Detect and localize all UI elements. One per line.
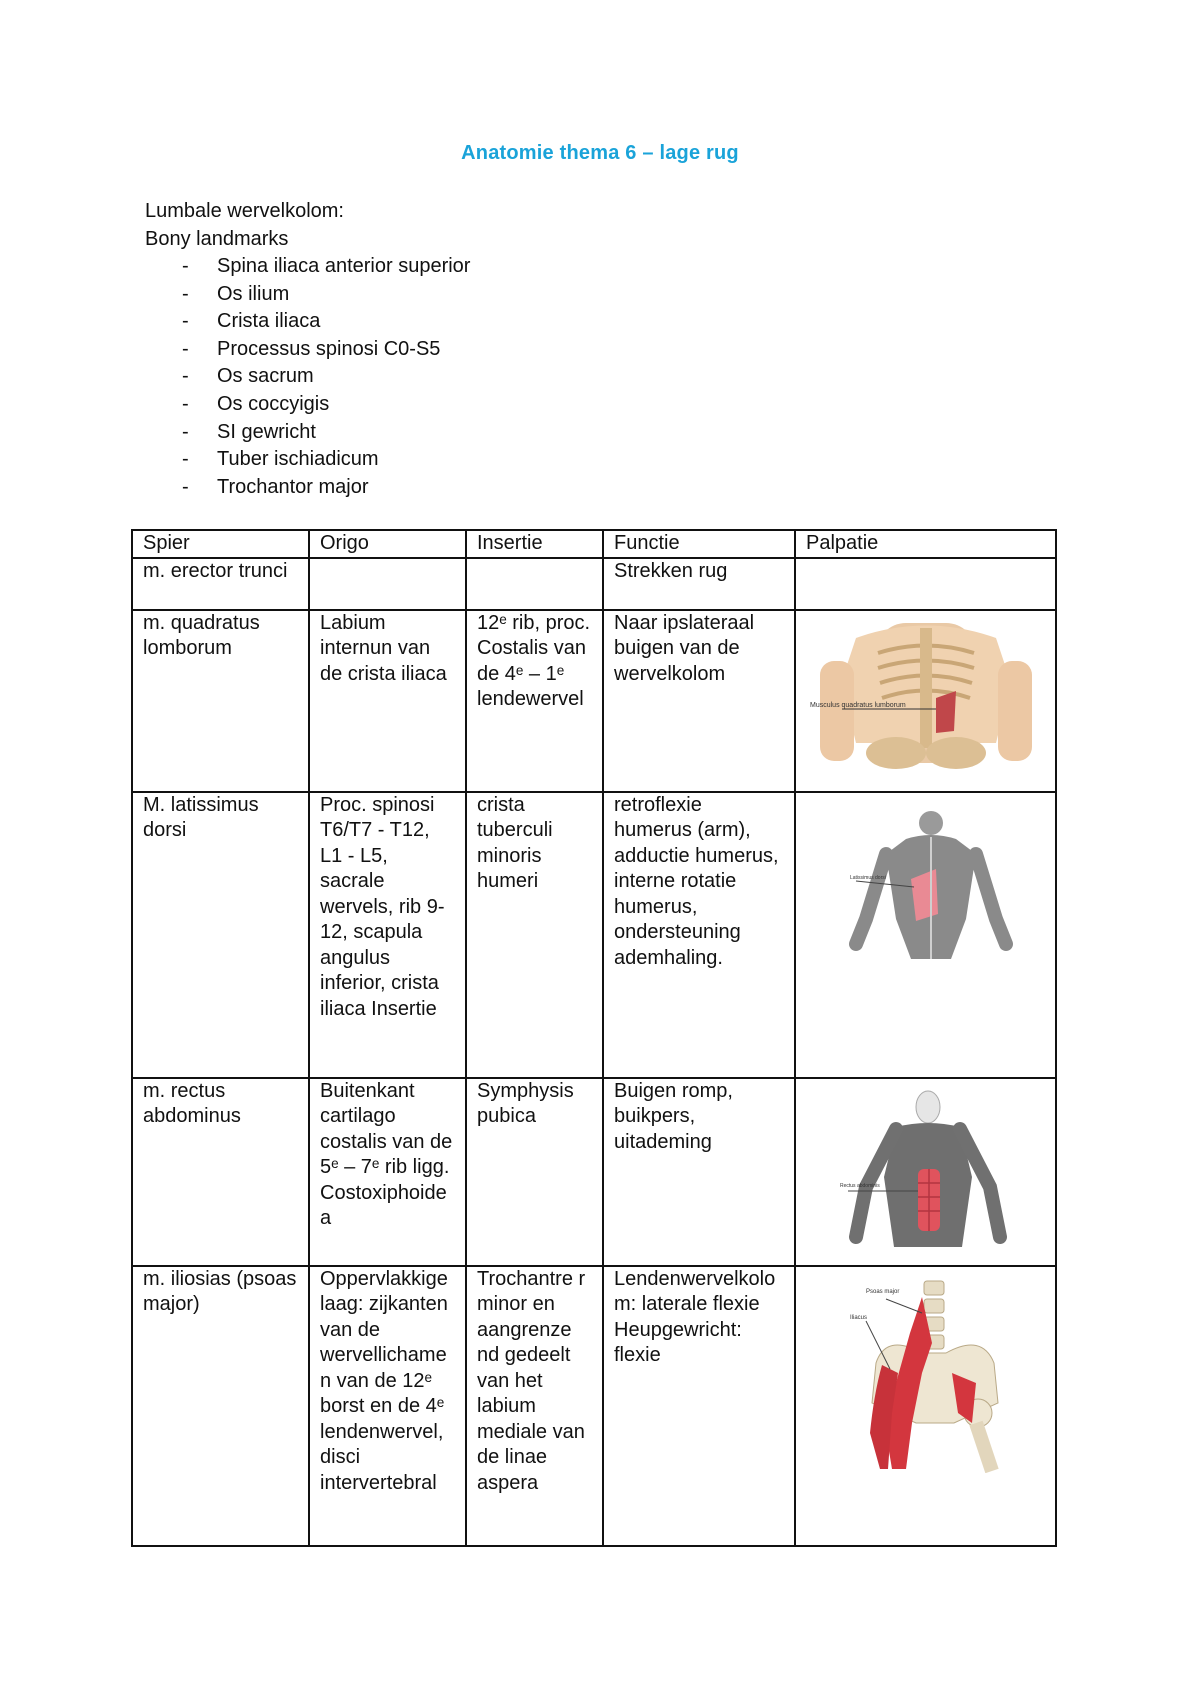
cell-insertie: Trochantre r minor en aangrenze nd gedeelt van het labium mediale van de linae aspera <box>466 1266 603 1546</box>
header-spier: Spier <box>132 530 309 558</box>
cell-origo <box>309 558 466 610</box>
image-label: Psoas major <box>865 1288 899 1295</box>
cell-spier: m. iliosias (psoas major) <box>132 1266 309 1546</box>
table-row <box>132 1266 1056 1546</box>
cell-functie: Buigen romp, buikpers, uitademing <box>603 1078 795 1266</box>
list-item: - SI gewricht <box>145 419 470 447</box>
cell-insertie: Symphysis pubica <box>466 1078 603 1266</box>
list-item: - Os sacrum <box>145 363 470 391</box>
bullet-dash: - <box>182 475 189 498</box>
cell-insertie: 12ᵉ rib, proc. Costalis van de 4ᵉ – 1ᵉ lendewervel <box>466 610 603 792</box>
section-heading: Lumbale wervelkolom: <box>145 200 344 222</box>
image-label: Musculus quadratus lumborum <box>809 701 906 709</box>
iliopsoas-illustration <box>826 1273 1026 1473</box>
quadratus-lomborum-illustration <box>806 613 1046 769</box>
cell-origo: Buitenkant cartilago costalis van de 5ᵉ – 7ᵉ rib ligg. Costoxiphoidea <box>309 1078 466 1266</box>
cell-palpatie <box>795 558 1056 610</box>
cell-palpatie <box>795 792 1056 1078</box>
landmark-list <box>145 253 470 501</box>
cell-palpatie <box>795 610 1056 792</box>
table-header-row <box>132 530 1056 558</box>
table-row <box>132 610 1056 792</box>
table-row <box>132 558 1056 610</box>
bullet-dash: - <box>182 392 189 415</box>
cell-functie: retroflexie humerus (arm), adductie humerus, interne rotatie humerus, ondersteuning ademhaling. <box>603 792 795 1078</box>
table-row <box>132 792 1056 1078</box>
image-label: Iliacus <box>849 1314 867 1321</box>
cell-functie: Strekken rug <box>603 558 795 610</box>
cell-palpatie <box>795 1078 1056 1266</box>
list-item: - Tuber ischiadicum <box>145 446 470 474</box>
rectus-abdominus-illustration <box>826 1087 1026 1263</box>
cell-palpatie <box>795 1266 1056 1546</box>
list-item: - Spina iliaca anterior superior <box>145 253 470 281</box>
header-insertie: Insertie <box>466 530 603 558</box>
cell-spier: m. erector trunci <box>132 558 309 610</box>
list-item: - Processus spinosi C0-S5 <box>145 336 470 364</box>
image-label: Latissimus dorsi <box>849 874 886 881</box>
cell-functie: Naar ipslateraal buigen van de wervelkolom <box>603 610 795 792</box>
cell-functie: Lendenwervelkolom: laterale flexie Heupgewricht: flexie <box>603 1266 795 1546</box>
cell-insertie <box>466 558 603 610</box>
bullet-dash: - <box>182 337 189 360</box>
latissimus-dorsi-illustration <box>826 809 1026 969</box>
header-palpatie: Palpatie <box>795 530 1056 558</box>
cell-spier: m. rectus abdominus <box>132 1078 309 1266</box>
page-title: Anatomie thema 6 – lage rug <box>461 142 739 164</box>
bullet-dash: - <box>182 310 189 333</box>
cell-insertie: crista tuberculi minoris humeri <box>466 792 603 1078</box>
bullet-dash: - <box>182 365 189 388</box>
list-item: - Os coccyigis <box>145 391 470 419</box>
cell-origo: Proc. spinosi T6/T7 - T12, L1 - L5, sacrale wervels, rib 9-12, scapula angulus inferior, crista iliaca Insertie <box>309 792 466 1078</box>
bullet-dash: - <box>182 282 189 305</box>
list-item: - Crista iliaca <box>145 308 470 336</box>
muscle-table <box>131 529 1057 1547</box>
header-functie: Functie <box>603 530 795 558</box>
subsection-heading: Bony landmarks <box>145 227 289 250</box>
cell-origo: Oppervlakkige laag: zijkanten van de wervellichamen van de 12ᵉ borst en de 4ᵉ lendenwervel, disci intervertebral <box>309 1266 466 1546</box>
list-item: - Trochantor major <box>145 474 470 502</box>
cell-spier: M. latissimus dorsi <box>132 792 309 1078</box>
list-item: - Os ilium <box>145 281 470 309</box>
bullet-dash: - <box>182 255 189 277</box>
table-row <box>132 1078 1056 1266</box>
image-label: Rectus abdominis <box>839 1182 880 1189</box>
header-origo: Origo <box>309 530 466 558</box>
cell-origo: Labium internun van de crista iliaca <box>309 610 466 792</box>
bullet-dash: - <box>182 420 189 443</box>
intro <box>145 198 344 253</box>
cell-spier: m. quadratus lomborum <box>132 610 309 792</box>
bullet-dash: - <box>182 448 189 471</box>
